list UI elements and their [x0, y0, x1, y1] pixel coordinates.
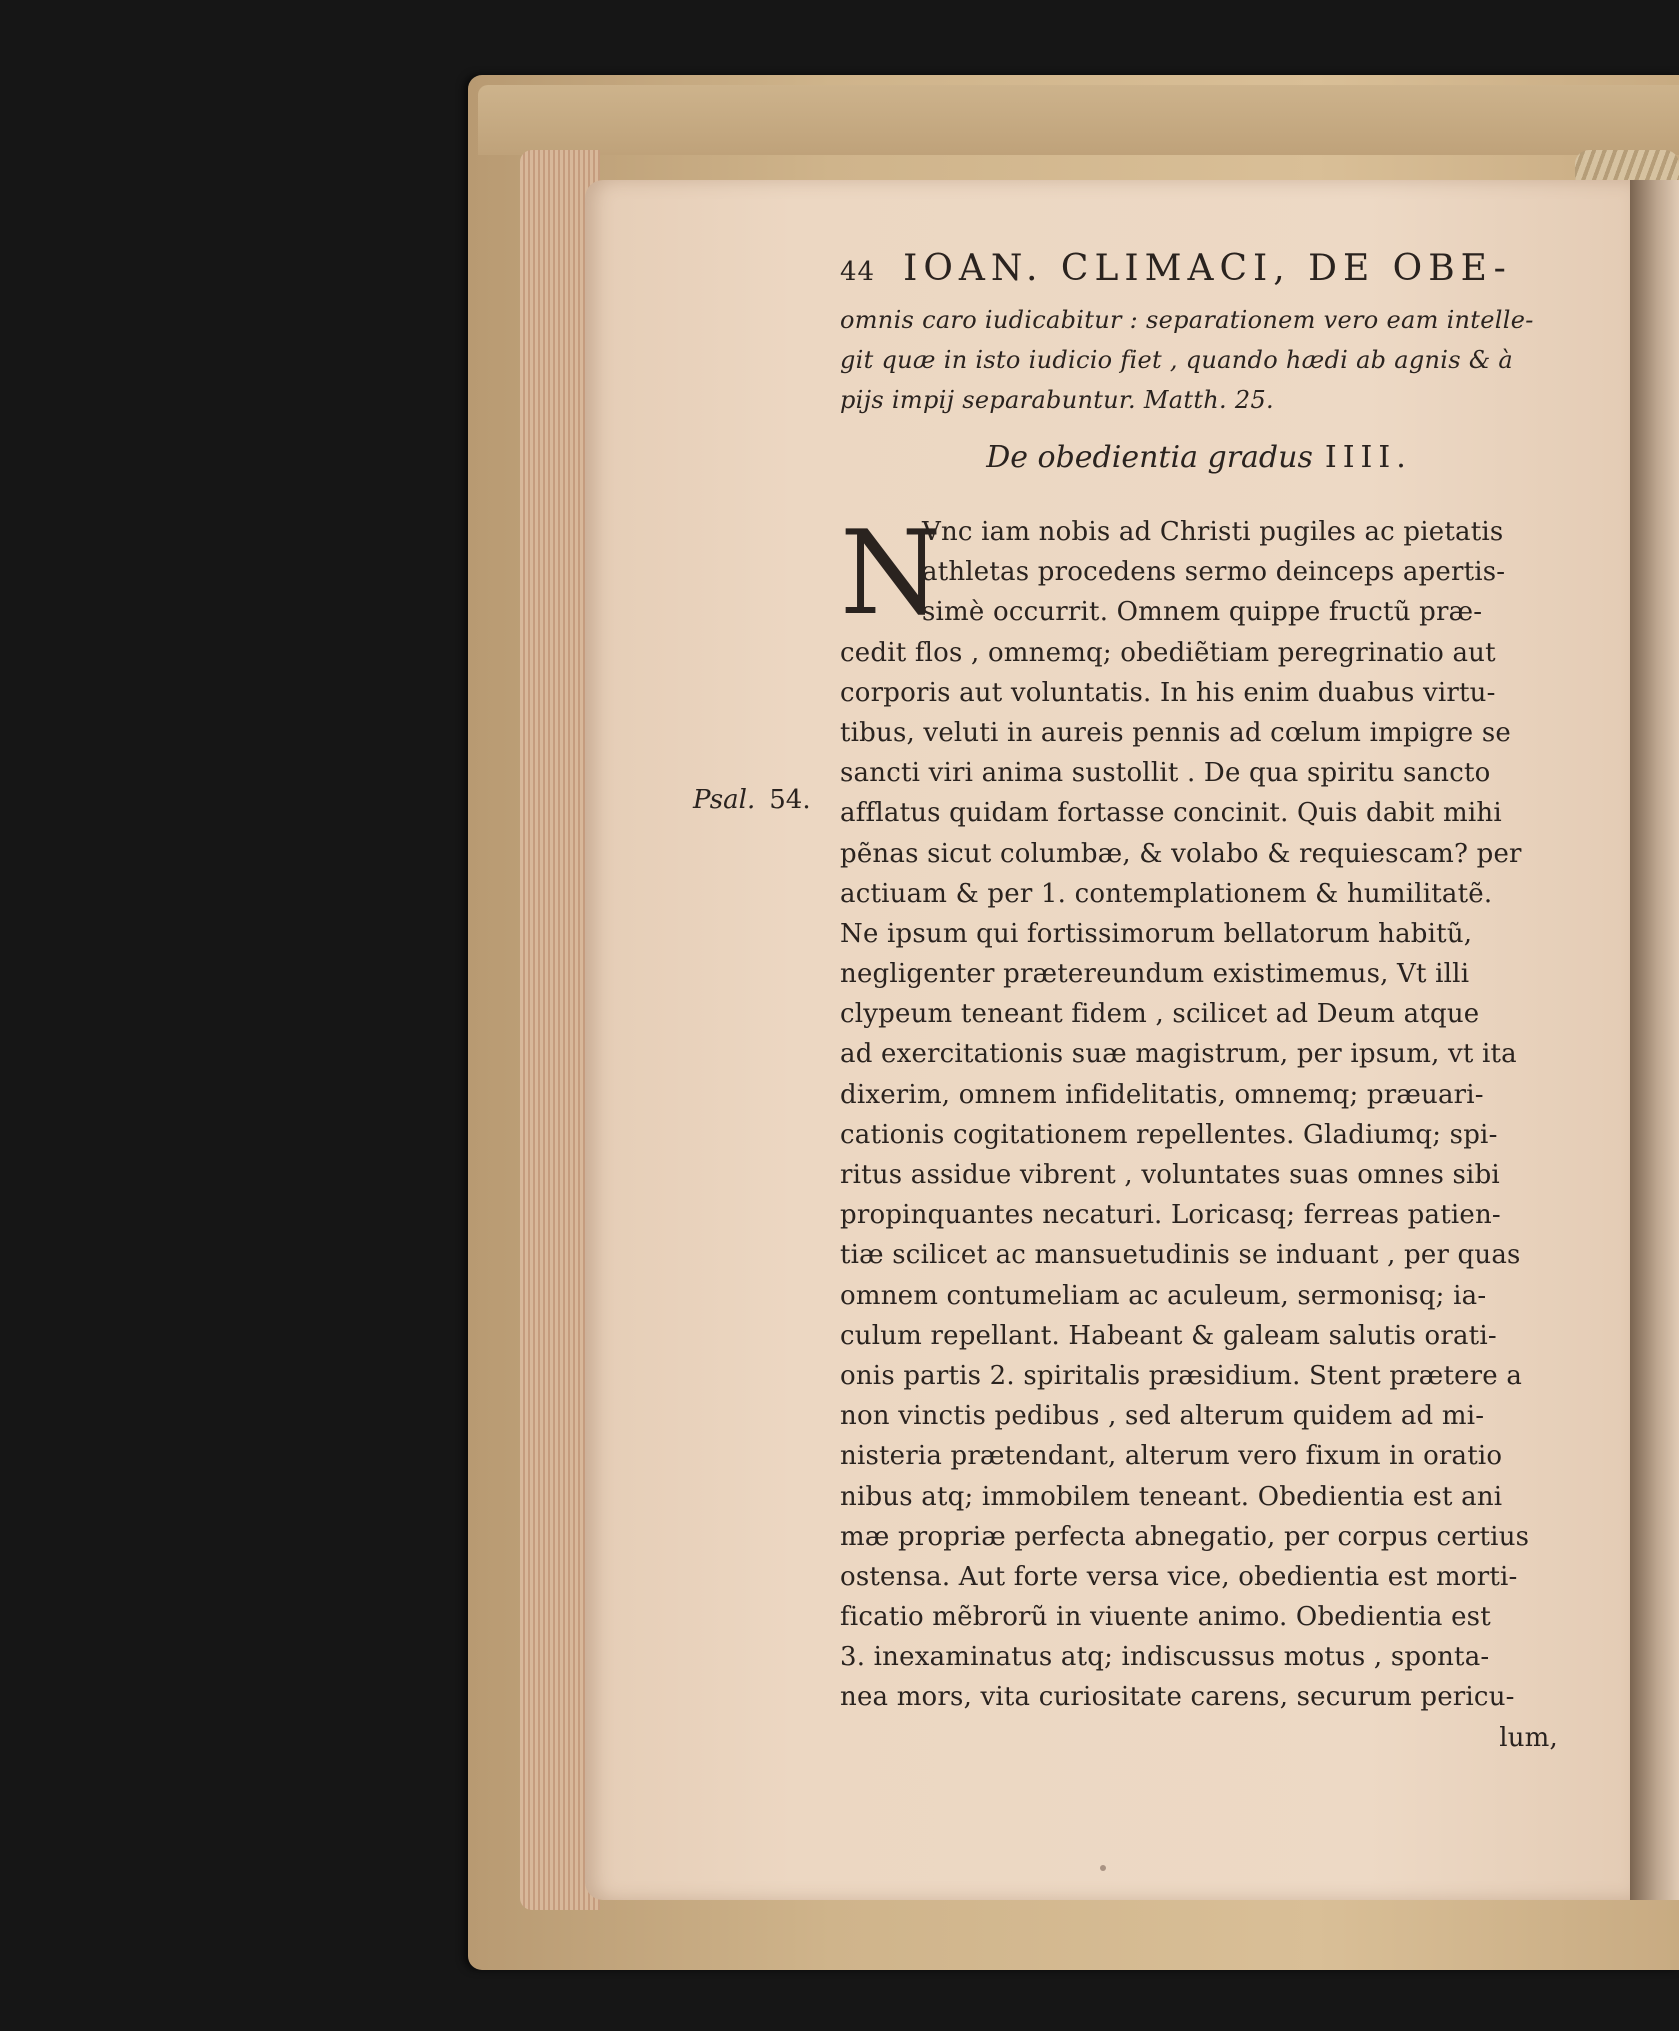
- page-gutter: [1630, 180, 1679, 1900]
- running-head: [840, 248, 1558, 290]
- body-line: athletas procedens sermo deinceps apertis-: [922, 557, 1506, 588]
- body-text: [840, 506, 1558, 1758]
- body-line: cationis cogitationem repellentes. Gladiumq; spi-: [840, 1119, 1498, 1150]
- body-line: tibus, veluti in aureis pennis ad cœlum impigre se: [840, 717, 1511, 748]
- body-line: tiæ scilicet ac mansuetudinis se induant , per quas: [840, 1240, 1521, 1271]
- body-line: mæ propriæ perfecta abnegatio, per corpus certius: [840, 1521, 1530, 1552]
- body-line: sancti viri anima sustollit . De qua spiritu sancto: [840, 758, 1491, 789]
- body-line: simè occurrit. Omnem quippe fructũ præ-: [922, 597, 1483, 628]
- section-heading: [840, 438, 1558, 490]
- body-line: onis partis 2. spiritalis præsidium. Stent prætere a: [840, 1360, 1523, 1391]
- body-line: 3. inexaminatus atq; indiscussus motus , sponta-: [840, 1642, 1490, 1673]
- body-line: nibus atq; immobilem teneant. Obedientia est ani: [840, 1481, 1503, 1512]
- body-line: ficatio mẽbrorũ in viuente animo. Obedientia est: [840, 1602, 1491, 1633]
- body-line-catchword: lum,: [1499, 1722, 1558, 1753]
- body-line: non vinctis pedibus , sed alterum quidem ad mi-: [840, 1401, 1485, 1432]
- body-line: pẽnas sicut columbæ, & volabo & requiescam? per: [840, 838, 1522, 869]
- cover-top-edge: [478, 85, 1679, 155]
- text-block: [840, 248, 1558, 1758]
- margin-reference-chapter: 54.: [769, 785, 811, 815]
- body-line: Vnc iam nobis ad Christi pugiles ac pietatis: [922, 517, 1504, 547]
- body-line: clypeum teneant fidem , scilicet ad Deum atque: [840, 999, 1480, 1030]
- page-number: 44: [840, 257, 876, 287]
- body-line: afflatus quidam fortasse concinit. Quis dabit mihi: [840, 798, 1502, 829]
- margin-reference: [693, 785, 811, 815]
- body-line: propinquantes necaturi. Loricasq; ferreas patien-: [840, 1200, 1501, 1231]
- body-line: omnem contumeliam ac aculeum, sermonisq; ia-: [840, 1280, 1487, 1311]
- body-line: cedit flos , omnemq; obediẽtiam peregrinatio aut: [840, 637, 1496, 668]
- body-line: negligenter prætereundum existimemus, Vt illi: [840, 959, 1470, 990]
- body-line: nisteria prætendant, alterum vero fixum in oratio: [840, 1441, 1503, 1472]
- body-line: Ne ipsum qui fortissimorum bellatorum habitũ,: [840, 918, 1473, 949]
- ink-smudge: [1100, 1865, 1106, 1871]
- body-line: nea mors, vita curiositate carens, securum pericu-: [840, 1682, 1515, 1713]
- note-line: git quæ in isto iudicio fiet , quando hædi ab agnis & à: [840, 346, 1514, 374]
- note-line: pijs impij separabuntur. Matth. 25.: [840, 386, 1274, 414]
- margin-reference-book: Psal.: [693, 785, 756, 815]
- note-block: [840, 300, 1558, 420]
- running-title: IOAN. CLIMACI, DE OBE-: [903, 248, 1512, 289]
- drop-cap: N: [840, 506, 942, 641]
- body-line: actiuam & per 1. contemplationem & humilitatẽ.: [840, 878, 1493, 909]
- body-line: ad exercitationis suæ magistrum, per ipsum, vt ita: [840, 1039, 1517, 1070]
- section-heading-number: IIII.: [1324, 440, 1412, 475]
- body-line: ostensa. Aut forte versa vice, obedientia est morti-: [840, 1561, 1518, 1592]
- section-heading-title: De obedientia gradus: [986, 440, 1313, 475]
- note-line: omnis caro iudicabitur : separationem vero eam intelle-: [840, 306, 1534, 334]
- body-line: dixerim, omnem infidelitatis, omnemq; præuari-: [840, 1079, 1484, 1110]
- body-line: ritus assidue vibrent , voluntates suas omnes sibi: [840, 1160, 1500, 1190]
- body-line: culum repellant. Habeant & galeam salutis orati-: [840, 1320, 1497, 1351]
- body-line: corporis aut voluntatis. In his enim duabus virtu-: [840, 677, 1496, 708]
